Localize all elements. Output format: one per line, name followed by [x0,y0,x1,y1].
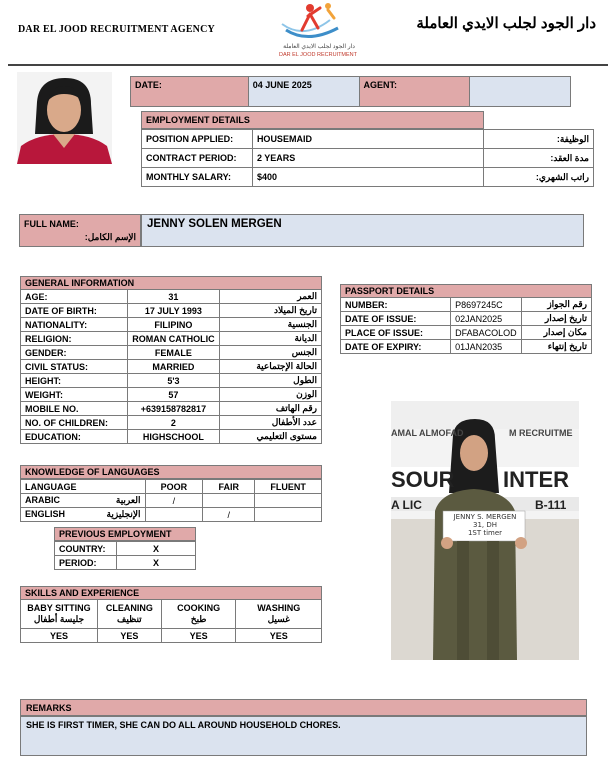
skill-name-ar: طبخ [190,614,207,624]
lang-name-en: ENGLISH [25,509,66,519]
general-value: HIGHSCHOOL [128,430,219,444]
previous-value: X [116,542,195,556]
general-info-row [21,430,322,444]
general-info-row [21,346,322,360]
employment-label: POSITION APPLIED: [142,130,253,149]
headshot-photo [17,72,112,164]
employment-label-ar: الوظيفة: [484,130,594,149]
general-label: NO. OF CHILDREN: [21,416,128,430]
employment-value: $400 [252,168,483,187]
employment-label: CONTRACT PERIOD: [142,149,253,168]
general-label-ar: الديانة [219,332,321,346]
skill-header [21,600,98,629]
lang-poor: / [145,494,203,508]
general-value: MARRIED [128,360,219,374]
previous-employment-table [54,541,196,570]
full-name-label-box [19,214,141,247]
banner-text-2b: INTER [503,467,569,492]
agent-value [470,77,571,107]
passport-value: P8697245C [451,298,522,312]
employment-label: MONTHLY SALARY: [142,168,253,187]
general-label: CIVIL STATUS: [21,360,128,374]
full-name-label: FULL NAME: [24,219,79,229]
general-info-row [21,388,322,402]
skill-value: YES [236,629,322,643]
general-info-row [21,318,322,332]
sign-line-3: 1ST timer [467,529,503,537]
general-info-row [21,332,322,346]
skill-value: YES [161,629,236,643]
full-body-photo [391,401,579,660]
general-label-ar: الطول [219,374,321,388]
general-label: RELIGION: [21,332,128,346]
general-value: FEMALE [128,346,219,360]
previous-label: COUNTRY: [55,542,117,556]
agency-logo [268,0,368,62]
languages-table [20,479,322,522]
lang-header-language: LANGUAGE [21,480,146,494]
general-label-ar: الجنس [219,346,321,360]
skill-name-ar: تنظيف [117,614,142,624]
general-label: NATIONALITY: [21,318,128,332]
passport-title: PASSPORT DETAILS [340,284,592,298]
agent-label: AGENT: [359,77,470,107]
lang-header-fair: FAIR [203,480,255,494]
banner-text-3a: A LIC [391,498,422,512]
general-label-ar: مستوى التعليمي [219,430,321,444]
passport-label: PLACE OF ISSUE: [341,326,451,340]
skill-value: YES [97,629,161,643]
general-label-ar: العمر [219,290,321,304]
passport-label-ar: رقم الجواز [521,298,591,312]
lang-header-fluent: FLUENT [255,480,322,494]
general-label: GENDER: [21,346,128,360]
skill-name-en: COOKING [177,603,221,613]
skill-name-en: CLEANING [105,603,153,613]
employment-table [141,129,594,187]
general-info-title: GENERAL INFORMATION [20,276,322,290]
languages-title: KNOWLEDGE OF LANGUAGES [20,465,322,479]
passport-value: 01JAN2035 [451,340,522,354]
agency-name-ar: دار الجود لجلب الايدي العاملة [416,15,596,32]
remarks-title: REMARKS [20,699,587,716]
lang-fluent [255,508,322,522]
general-value: 2 [128,416,219,430]
skill-header [236,600,322,629]
skill-name-ar: جليسة أطفال [33,614,85,624]
lang-header-poor: POOR [145,480,203,494]
name-sign [446,513,524,537]
skill-value: YES [21,629,98,643]
passport-value: 02JAN2025 [451,312,522,326]
general-label: EDUCATION: [21,430,128,444]
employment-label-ar: راتب الشهري: [484,168,594,187]
passport-label-ar: تاريخ إصدار [521,312,591,326]
logo-text-en: DAR EL JOOD RECRUITMENT [278,52,358,58]
banner-text-3 [391,498,579,512]
banner-text-2a: SOUR [391,467,455,492]
general-label-ar: رقم الهاتف [219,402,321,416]
lang-poor [145,508,203,522]
passport-label: NUMBER: [341,298,451,312]
general-info-row [21,416,322,430]
general-label-ar: الجنسية [219,318,321,332]
lang-name-ar: العربية [115,495,141,505]
lang-fair [203,494,255,508]
employment-value: 2 YEARS [252,149,483,168]
employment-title: EMPLOYMENT DETAILS [141,111,484,129]
general-info-row [21,374,322,388]
general-info-table [20,289,322,444]
passport-label-ar: تاريخ إنتهاء [521,340,591,354]
full-name-value: JENNY SOLEN MERGEN [141,214,584,247]
general-label: DATE OF BIRTH: [21,304,128,318]
passport-label-ar: مكان إصدار [521,326,591,340]
general-label: MOBILE NO. [21,402,128,416]
header-divider [8,64,608,66]
passport-value: DFABACOLOD [451,326,522,340]
general-info-row [21,304,322,318]
remarks-text: SHE IS FIRST TIMER, SHE CAN DO ALL AROUND HOUSEHOLD CHORES. [20,716,587,756]
general-label-ar: الوزن [219,388,321,402]
banner-text-3b: B-111 [535,498,567,512]
employment-value: HOUSEMAID [252,130,483,149]
general-value: ROMAN CATHOLIC [128,332,219,346]
date-value: 04 JUNE 2025 [248,77,359,107]
passport-table [340,297,592,354]
skills-table [20,599,322,643]
previous-value: X [116,556,195,570]
passport-row [341,312,592,326]
passport-row [341,326,592,340]
banner-text-1a: AMAL ALMOFAD [391,428,464,438]
general-value: +639158782817 [128,402,219,416]
skill-header [161,600,236,629]
lang-name [21,508,146,522]
general-label: AGE: [21,290,128,304]
banner-text-1 [391,428,579,438]
logo-mark-icon [268,0,368,44]
general-label-ar: الحالة الإجتماعية [219,360,321,374]
passport-label: DATE OF EXPIRY: [341,340,451,354]
previous-label: PERIOD: [55,556,117,570]
headshot-image [17,72,112,164]
general-info-row [21,290,322,304]
banner-text-2 [391,467,579,493]
date-label: DATE: [131,77,249,107]
general-info-row [21,402,322,416]
employment-label-ar: مدة العقد: [484,149,594,168]
full-name-label-ar: الإسم الكامل: [84,232,136,242]
date-agent-table [130,76,571,107]
sign-line-2: 31, DH [472,521,497,529]
skill-name-en: WASHING [257,603,301,613]
general-label: WEIGHT: [21,388,128,402]
general-value: 57 [128,388,219,402]
lang-fluent [255,494,322,508]
lang-name-ar: الإنجليزية [106,509,141,519]
general-label: HEIGHT: [21,374,128,388]
sign-line-1: JENNY S. MERGEN [453,513,517,521]
general-value: FILIPINO [128,318,219,332]
skill-name-ar: غسيل [267,614,290,624]
general-info-row [21,360,322,374]
lang-fair: / [203,508,255,522]
general-value: 5'3 [128,374,219,388]
skill-name-en: BABY SITTING [27,603,91,613]
previous-employment-title: PREVIOUS EMPLOYMENT [54,527,196,541]
general-label-ar: تاريخ الميلاد [219,304,321,318]
general-label-ar: عدد الأطفال [219,416,321,430]
general-value: 17 JULY 1993 [128,304,219,318]
passport-label: DATE OF ISSUE: [341,312,451,326]
passport-row [341,340,592,354]
lang-name-en: ARABIC [25,495,60,505]
general-value: 31 [128,290,219,304]
agency-name-en: DAR EL JOOD RECRUITMENT AGENCY [18,24,215,35]
banner-text-1b: M RECRUITME [509,428,573,438]
passport-row [341,298,592,312]
lang-name [21,494,146,508]
logo-text-ar: دار الجود لجلب الايدي العاملة [283,44,355,50]
skills-title: SKILLS AND EXPERIENCE [20,586,322,600]
skill-header [97,600,161,629]
